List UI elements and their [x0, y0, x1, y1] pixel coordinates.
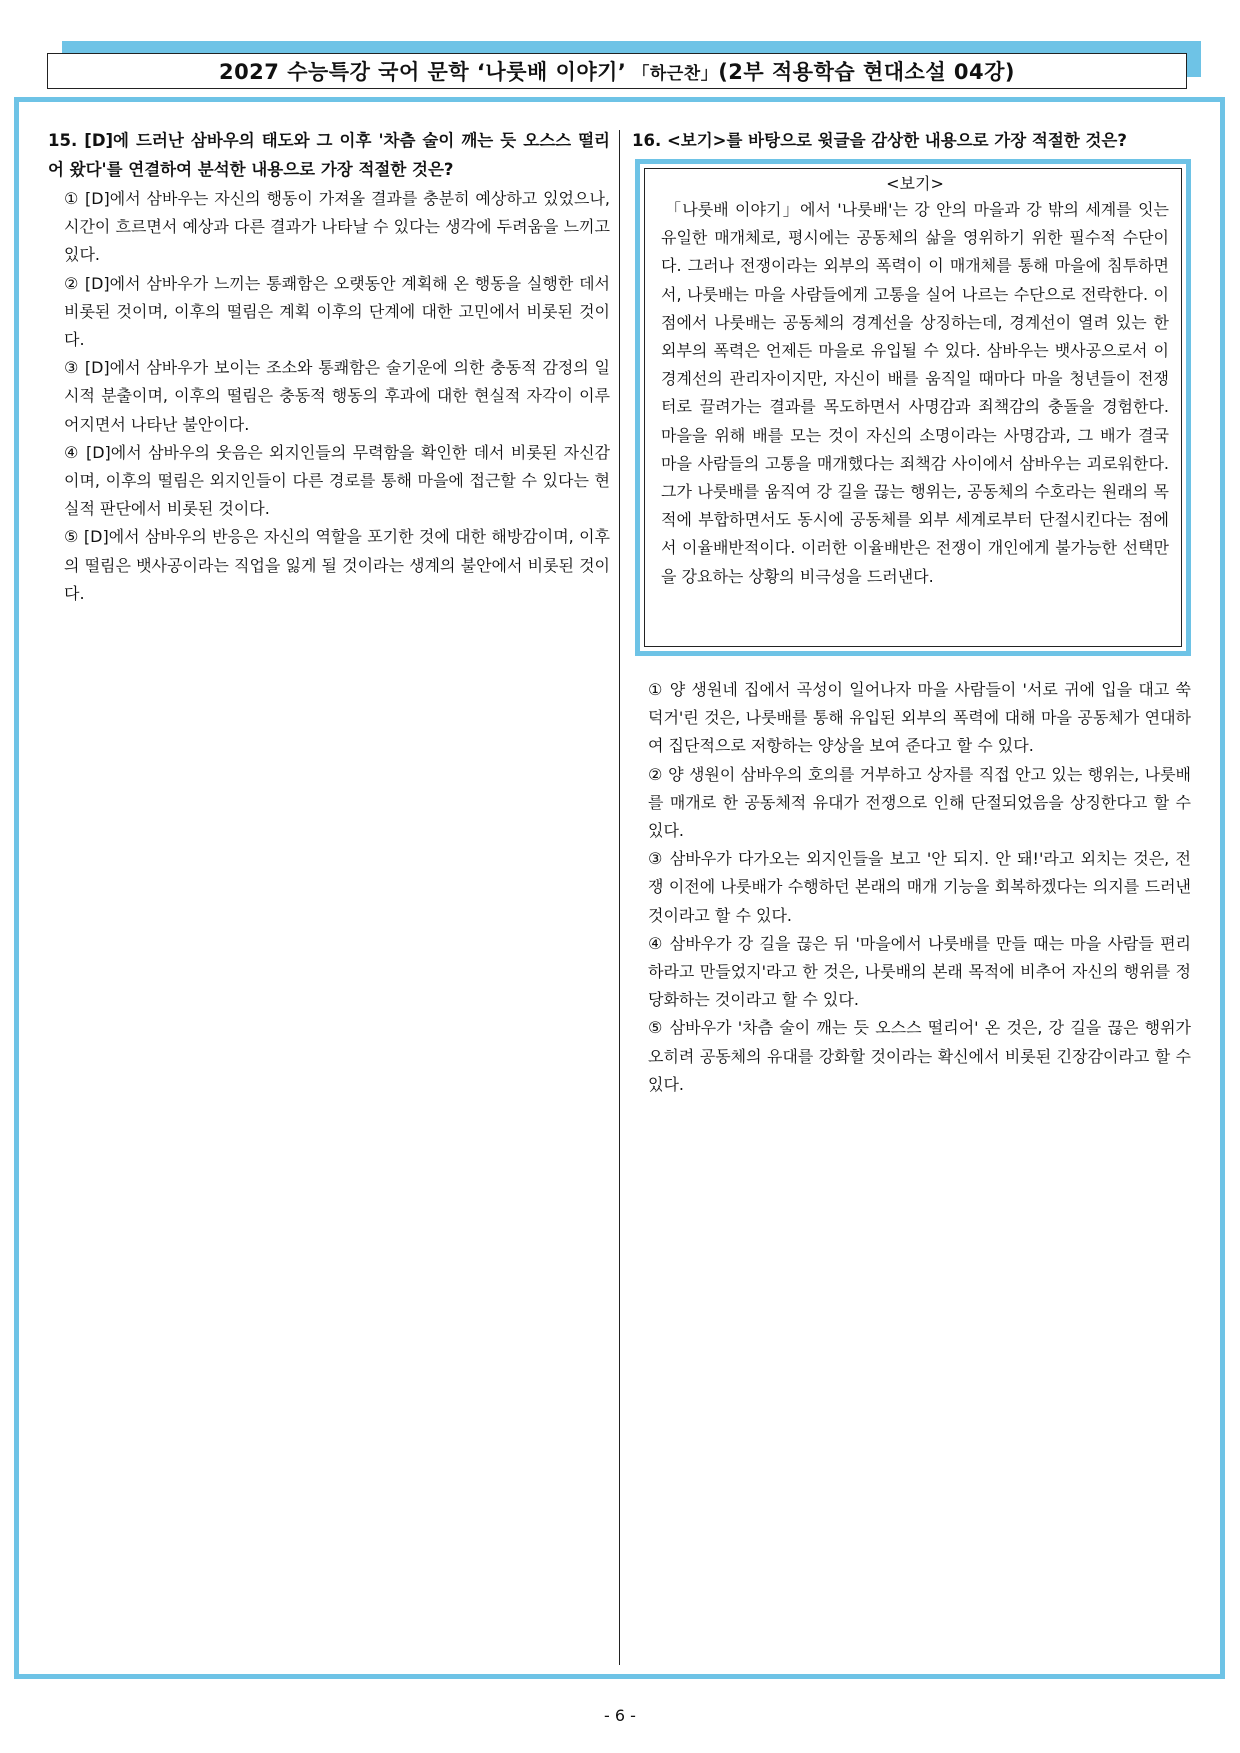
question-15-options	[48, 185, 610, 608]
bogi-label: <보기>	[886, 174, 944, 193]
option: ③ 삼바우가 다가오는 외지인들을 보고 '안 되지. 안 돼!'라고 외치는 것은, 전쟁 이전에 나룻배가 수행하던 본래의 매개 기능을 회복하겠다는 의지를 드러낸 것이라고 할 수 있다.	[648, 849, 1191, 925]
column-divider	[619, 130, 620, 1665]
option: ① 양 생원네 집에서 곡성이 일어나자 마을 사람들이 '서로 귀에 입을 대고 쑥덕거'린 것은, 나룻배를 통해 유입된 외부의 폭력에 대해 마을 공동체가 연대하여 집단적으로 저항하는 양상을 보여 준다고 할 수 있다.	[648, 680, 1191, 756]
header-unit: (2부 적용학습 현대소설 04강)	[718, 60, 1016, 84]
option: ② [D]에서 삼바우가 느끼는 통쾌함은 오랫동안 계획해 온 행동을 실행한 데서 비롯된 것이며, 이후의 떨림은 계획 이후의 단계에 대한 고민에서 비롯된 것이다.	[64, 273, 610, 350]
header-author: 「하근찬」	[632, 63, 719, 84]
option: ④ [D]에서 삼바우의 웃음은 외지인들의 무력함을 확인한 데서 비롯된 자신감이며, 이후의 떨림은 외지인들이 다른 경로를 통해 마을에 접근할 수 있다는 현실적 판단에서 비롯된 것이다.	[64, 442, 610, 519]
option: ③ [D]에서 삼바우가 보이는 조소와 통쾌함은 술기운에 의한 충동적 감정의 일시적 분출이며, 이후의 떨림은 충동적 행동의 후과에 대한 현실적 자각이 이루어지면서 나타난 불안이다.	[64, 358, 610, 434]
question-16-title: 16. <보기>를 바탕으로 윗글을 감상한 내용으로 가장 적절한 것은?	[632, 131, 1127, 150]
bogi-box	[635, 159, 1191, 656]
option: ④ 삼바우가 강 길을 끊은 뒤 '마을에서 나룻배를 만들 때는 마을 사람들 편리하라고 만들었지'라고 한 것은, 나룻배의 본래 목적에 비추어 자신의 행위를 정당화하는 것이라고 할 수 있다.	[648, 933, 1191, 1010]
question-16-options	[648, 676, 1191, 1099]
question-15	[48, 126, 610, 608]
page-number: - 6 -	[604, 1706, 636, 1725]
option: ⑤ [D]에서 삼바우의 반응은 자신의 역할을 포기한 것에 대한 해방감이며, 이후의 떨림은 뱃사공이라는 직업을 잃게 될 것이라는 생계의 불안에서 비롯된 것이다.	[64, 527, 610, 603]
header-title: 2027 수능특강 국어 문학 ‘나룻배 이야기’	[218, 60, 627, 84]
bogi-text: 「나룻배 이야기」에서 '나룻배'는 강 안의 마을과 강 밖의 세계를 잇는 유일한 매개체로, 평시에는 공동체의 삶을 영위하기 위한 필수적 수단이다. 그러나 전쟁이라는 외부의 폭력이 이 매개체를 통해 마을에 침투하면서, 나룻배는 마을 사람들에게 고통을 실어 나르는 수단으로 전락한다. 이 점에서 나룻배는 공동체의 경계선을 상징하는데, 경계선이 열려 있는 한 외부의 폭력은 언제든 마을로 유입될 수 있다. 삼바우는 뱃사공으로서 이 경계선의 관리자이지만, 자신이 배를 움직일 때마다 마을 청년들이 전쟁터로 끌려가는 결과를 목도하면서 사명감과 죄책감의 충돌을 경험한다. 마을을 위해 배를 모는 것이 자신의 소명이라는 사명감과, 그 배가 결국 마을 사람들의 고통을 매개했다는 죄책감 사이에서 삼바우는 괴로워한다. 그가 나룻배를 움직여 강 길을 끊는 행위는, 공동체의 수호라는 원래의 목적에 부합하면서도 동시에 공동체를 외부 세계로부터 단절시킨다는 점에서 이율배반적이다. 이러한 이율배반은 전쟁이 개인에게 불가능한 선택만을 강요하는 상황의 비극성을 드러낸다.	[661, 200, 1169, 586]
option: ① [D]에서 삼바우는 자신의 행동이 가져올 결과를 충분히 예상하고 있었으나, 시간이 흐르면서 예상과 다른 결과가 나타날 수 있다는 생각에 두려움을 느끼고 있다.	[64, 189, 610, 265]
question-15-title: 15. [D]에 드러난 삼바우의 태도와 그 이후 '차츰 술이 깨는 듯 오스스 떨리어 왔다'를 연결하여 분석한 내용으로 가장 적절한 것은?	[48, 131, 610, 179]
question-16	[632, 126, 1194, 155]
option: ② 양 생원이 삼바우의 호의를 거부하고 상자를 직접 안고 있는 행위는, 나룻배를 매개로 한 공동체적 유대가 전쟁으로 인해 단절되었음을 상징한다고 할 수 있다.	[648, 764, 1191, 841]
bogi-inner-border	[644, 168, 1182, 647]
page-header	[47, 53, 1187, 89]
option: ⑤ 삼바우가 '차츰 술이 깨는 듯 오스스 떨리어' 온 것은, 강 길을 끊은 행위가 오히려 공동체의 유대를 강화할 것이라는 확신에서 비롯된 긴장감이라고 할 수 있다.	[648, 1018, 1191, 1094]
